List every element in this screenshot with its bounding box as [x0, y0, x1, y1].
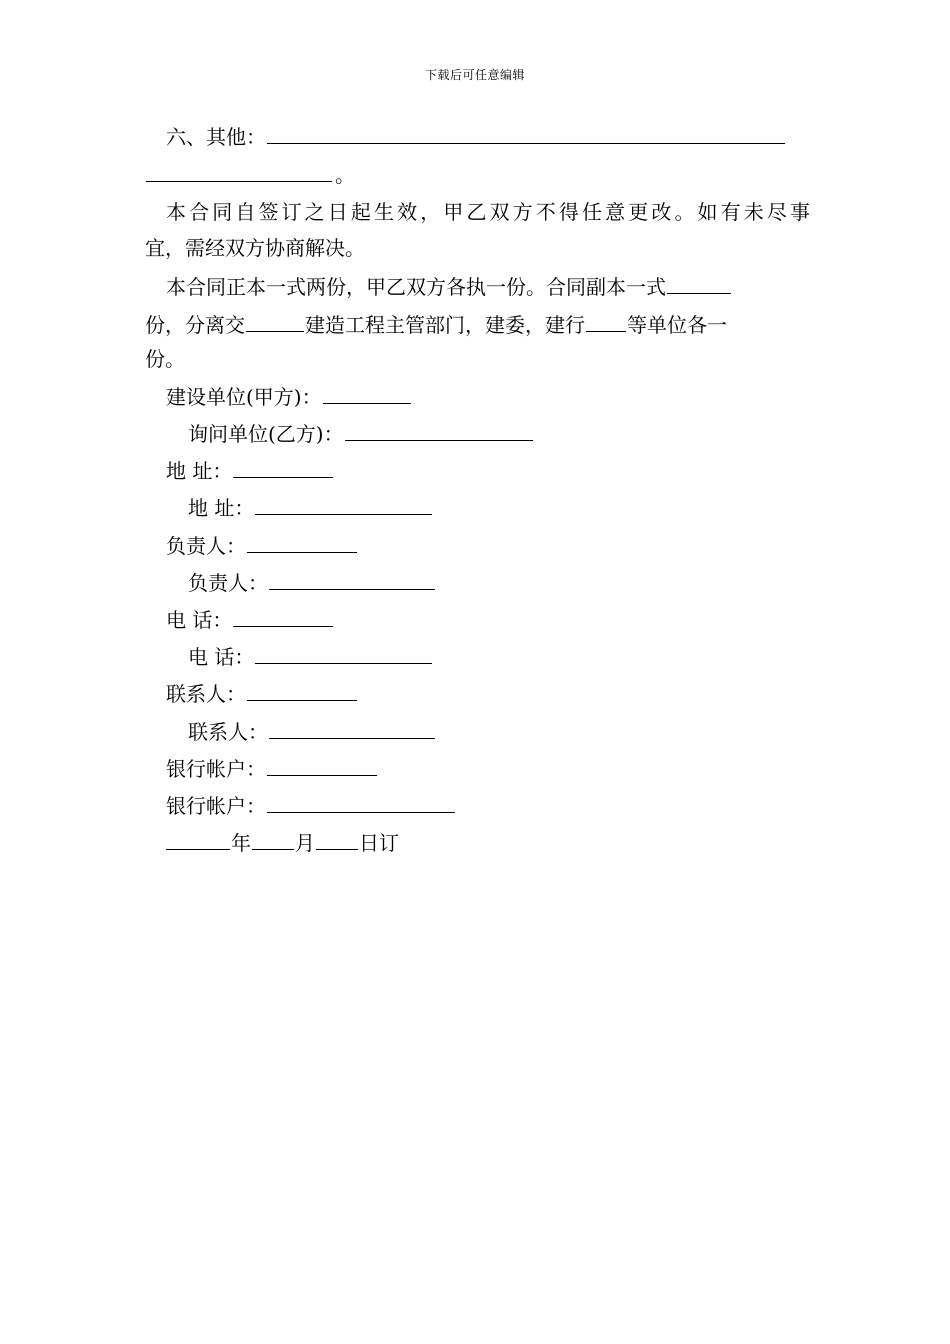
page-header: 下载后可任意编辑: [424, 68, 525, 82]
contact-a-row: [166, 680, 831, 706]
copies-count-blank[interactable]: [667, 273, 731, 294]
date-row: [165, 829, 830, 855]
party-a-blank[interactable]: [323, 383, 411, 404]
day-blank[interactable]: [316, 829, 358, 850]
copies-units-blank[interactable]: [586, 311, 626, 332]
other-clause-line2: [145, 161, 810, 187]
phone-b-blank[interactable]: [255, 643, 432, 664]
other-clause-line1: [166, 123, 811, 149]
person-a-row: [166, 532, 831, 558]
party-b-row: [188, 420, 853, 446]
copies-line2-b: 建造工程主管部门，建委，建行: [305, 313, 585, 337]
copies-line3: 份。: [145, 347, 185, 371]
other-label: 六、其他：: [166, 125, 266, 149]
bank-b-row: [166, 792, 831, 818]
other-blank-2[interactable]: [146, 161, 332, 182]
month-blank[interactable]: [252, 829, 294, 850]
party-a-label: 建设单位(甲方)：: [166, 385, 322, 409]
address-b-label: 地 址：: [188, 496, 255, 520]
copies-line2-c: 等单位各一: [627, 313, 727, 337]
address-b-row: [188, 494, 853, 520]
contact-a-label: 联系人：: [166, 682, 246, 706]
year-blank[interactable]: [166, 829, 230, 850]
bank-a-row: [166, 755, 831, 781]
bank-a-label: 银行帐户：: [166, 757, 266, 781]
bank-b-blank[interactable]: [267, 792, 455, 813]
contact-b-label: 联系人：: [188, 720, 268, 744]
phone-a-label: 电 话：: [166, 608, 233, 632]
other-end: 。: [335, 163, 355, 187]
month-label: 月: [295, 831, 315, 855]
copies-line2-a: 份，分离交: [145, 313, 245, 337]
address-a-blank[interactable]: [233, 457, 333, 478]
copies-line2: [145, 311, 810, 337]
phone-a-blank[interactable]: [233, 606, 333, 627]
address-b-blank[interactable]: [255, 494, 432, 515]
person-b-label: 负责人：: [188, 571, 268, 595]
person-b-blank[interactable]: [269, 569, 435, 590]
party-a-row: [166, 383, 831, 409]
party-b-label: 询问单位(乙方)：: [188, 422, 344, 446]
copies-distribute-blank[interactable]: [246, 311, 304, 332]
bank-b-label: 银行帐户：: [166, 794, 266, 818]
phone-b-label: 电 话：: [188, 645, 255, 669]
address-a-row: [166, 457, 831, 483]
person-b-row: [188, 569, 853, 595]
effect-line2: 宜，需经双方协商解决。: [145, 236, 365, 260]
phone-a-row: [166, 606, 831, 632]
phone-b-row: [188, 643, 853, 669]
person-a-label: 负责人：: [166, 534, 246, 558]
effect-line1: 本合同自签订之日起生效，甲乙双方不得任意更改。如有未尽事: [166, 200, 810, 224]
year-label: 年: [231, 831, 251, 855]
copies-line1: [166, 273, 810, 299]
bank-a-blank[interactable]: [267, 755, 377, 776]
copies-line1-text: 本合同正本一式两份，甲乙双方各执一份。合同副本一式: [166, 275, 666, 299]
address-a-label: 地 址：: [166, 459, 233, 483]
party-b-blank[interactable]: [345, 420, 533, 441]
person-a-blank[interactable]: [247, 532, 357, 553]
day-label: 日订: [359, 831, 399, 855]
contact-b-blank[interactable]: [269, 718, 435, 739]
contact-b-row: [188, 718, 853, 744]
other-blank-1[interactable]: [267, 123, 785, 144]
contact-a-blank[interactable]: [247, 680, 357, 701]
